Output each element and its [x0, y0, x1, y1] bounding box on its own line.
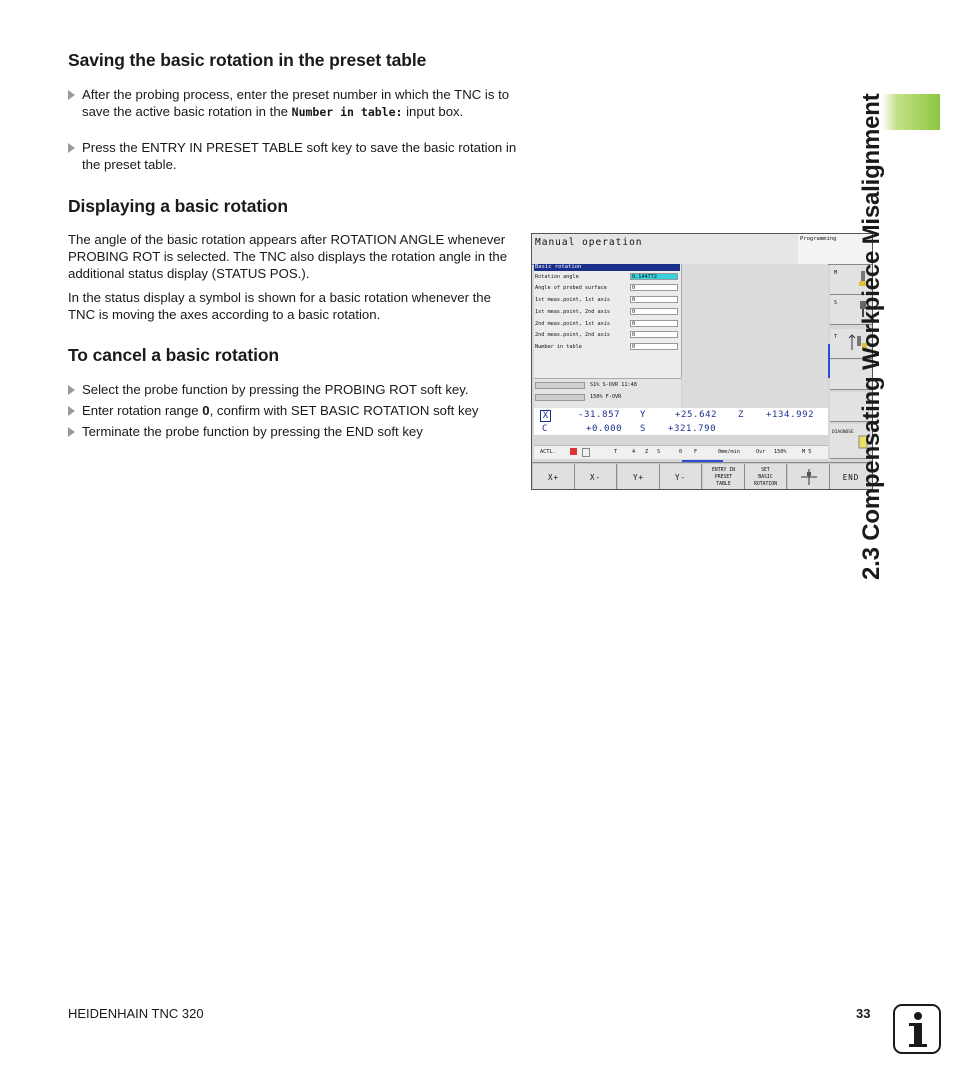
bullet-text-end: , confirm with SET BASIC ROTATION soft key [209, 403, 479, 418]
form-row [534, 342, 679, 352]
field-label: 1st meas.point, 2nd axis [535, 309, 610, 315]
list-item [68, 86, 518, 121]
actl-z-label: Z [645, 449, 649, 455]
softkey-x-plus[interactable]: X+ [533, 464, 575, 490]
side-softkey-label: DIAGNOSE [832, 430, 854, 435]
section-heading-displaying: Displaying a basic rotation [68, 196, 288, 216]
softkey-row [532, 462, 873, 490]
actl-speed: 0 [679, 449, 683, 455]
basic-rotation-form [534, 264, 682, 378]
softkey-y-minus[interactable]: Y- [660, 464, 702, 490]
code-text: Number in table: [291, 105, 403, 119]
field-label: Rotation angle [535, 274, 579, 280]
bullet-arrow-icon [68, 385, 75, 395]
field-value[interactable]: 0 [630, 296, 678, 303]
axis-z-label: Z [738, 410, 745, 420]
form-row [534, 283, 679, 293]
actl-ovr-label: Ovr [756, 449, 766, 455]
field-label: Angle of probed surface [535, 285, 607, 291]
side-softkey-label: S [834, 300, 838, 306]
page-number: 33 [856, 1006, 871, 1021]
actl-ovr: 150% [774, 449, 787, 455]
axis-c-label: C [542, 424, 549, 434]
bullet-arrow-icon [68, 143, 75, 153]
spindle-label: S [640, 424, 647, 434]
form-row [534, 272, 679, 282]
list-item [68, 139, 518, 173]
axis-y-label: Y [640, 410, 647, 420]
softkey-active-indicator [682, 460, 723, 462]
field-value[interactable]: 0 [630, 343, 678, 350]
softkey-end[interactable]: END [830, 464, 872, 490]
form-title: Basic rotation [534, 264, 680, 271]
field-label: 2nd meas.point, 1st axis [535, 321, 610, 327]
basic-rotation-symbol-icon [570, 448, 577, 455]
form-row [534, 319, 679, 329]
feed-override-bar [535, 394, 585, 401]
axis-z-value: +134.992 [766, 410, 815, 420]
field-value[interactable]: 0 [630, 308, 678, 315]
chapter-title: 2.3 Compensating Workpiece Misalignment [858, 93, 885, 580]
actl-feed: 0mm/min [718, 449, 740, 455]
field-label: 1st meas.point, 1st axis [535, 297, 610, 303]
mode-title-bar [532, 234, 799, 265]
graphics-panel [682, 264, 828, 409]
bullet-text: After the probing process, enter the preset number in which the TNC is to save the active basic rotation in the [82, 87, 510, 119]
field-value[interactable]: 0 [630, 331, 678, 338]
section-heading-cancel: To cancel a basic rotation [68, 345, 280, 365]
field-label: Number in table [535, 344, 582, 350]
actual-status-line [534, 445, 828, 459]
bullet-text: Press the ENTRY IN PRESET TABLE soft key to save the basic rotation in the preset table. [82, 140, 517, 172]
actl-t-label: T [614, 449, 618, 455]
footer-product: HEIDENHAIN TNC 320 [68, 1006, 204, 1021]
side-softkey-label: T [834, 334, 838, 340]
paragraph: The angle of the basic rotation appears after ROTATION ANGLE whenever PROBING ROT is selected. The TNC also displays the rotation angle in the additional status display (STATUS POS.). [68, 232, 508, 281]
actl-f-label: F [694, 449, 698, 455]
position-display [534, 408, 828, 435]
bullet-text-end: input box. [402, 104, 464, 119]
list-item [68, 381, 518, 398]
status-area [534, 378, 681, 409]
bullet-arrow-icon [68, 427, 75, 437]
form-row [534, 307, 679, 317]
tool-symbol-icon [582, 448, 590, 457]
bullet-arrow-icon [68, 406, 75, 416]
crosshair-icon [800, 468, 818, 486]
bold-text: 0 [202, 403, 210, 418]
actl-tool: 4 [632, 449, 636, 455]
bullet-arrow-icon [68, 90, 75, 100]
spindle-override-bar [535, 382, 585, 389]
field-value[interactable]: 0.144772 [630, 273, 678, 280]
chapter-tab-accent [882, 94, 940, 130]
tnc-screenshot [531, 233, 873, 490]
axis-x-value: -31.857 [578, 410, 621, 420]
softkey-y-plus[interactable]: Y+ [618, 464, 660, 490]
actl-label: ACTL. [540, 449, 556, 455]
field-label: 2nd meas.point, 2nd axis [535, 332, 610, 338]
softkey-entry-in-preset-table[interactable]: ENTRY IN PRESET TABLE [703, 464, 745, 490]
form-row [534, 330, 679, 340]
info-icon [893, 1004, 941, 1054]
bullet-text: Enter rotation range [82, 403, 203, 418]
axis-c-value: +0.000 [586, 424, 623, 434]
softkey-set-basic-rotation[interactable]: SET BASIC ROTATION [745, 464, 787, 490]
actl-s-label: S [657, 449, 661, 455]
axis-y-value: +25.642 [675, 410, 718, 420]
list-item [68, 423, 518, 440]
field-value[interactable]: 0 [630, 284, 678, 291]
actl-m: M 5 [802, 449, 812, 455]
mode-title: Manual operation [535, 237, 643, 248]
status-line-1: S1% S-OVR 11:48 [590, 382, 637, 388]
status-line-2: 150% F-OVR [590, 394, 622, 400]
softkey-probe[interactable] [788, 464, 830, 490]
section-heading-saving: Saving the basic rotation in the preset table [68, 50, 427, 70]
axis-x-label: X [540, 410, 551, 422]
programming-label: Programming [800, 236, 837, 242]
bullet-text: Terminate the probe function by pressing the END soft key [82, 424, 423, 439]
bullet-text: Select the probe function by pressing the PROBING ROT soft key. [82, 382, 469, 397]
field-value[interactable]: 0 [630, 320, 678, 327]
paragraph: In the status display a symbol is shown for a basic rotation whenever the TNC is moving the axes according to a basic rotation. [68, 290, 491, 322]
form-row [534, 295, 679, 305]
side-softkey-label: M [834, 270, 838, 276]
softkey-x-minus[interactable]: X- [575, 464, 617, 490]
spindle-value: +321.790 [668, 424, 717, 434]
list-item [68, 402, 518, 419]
